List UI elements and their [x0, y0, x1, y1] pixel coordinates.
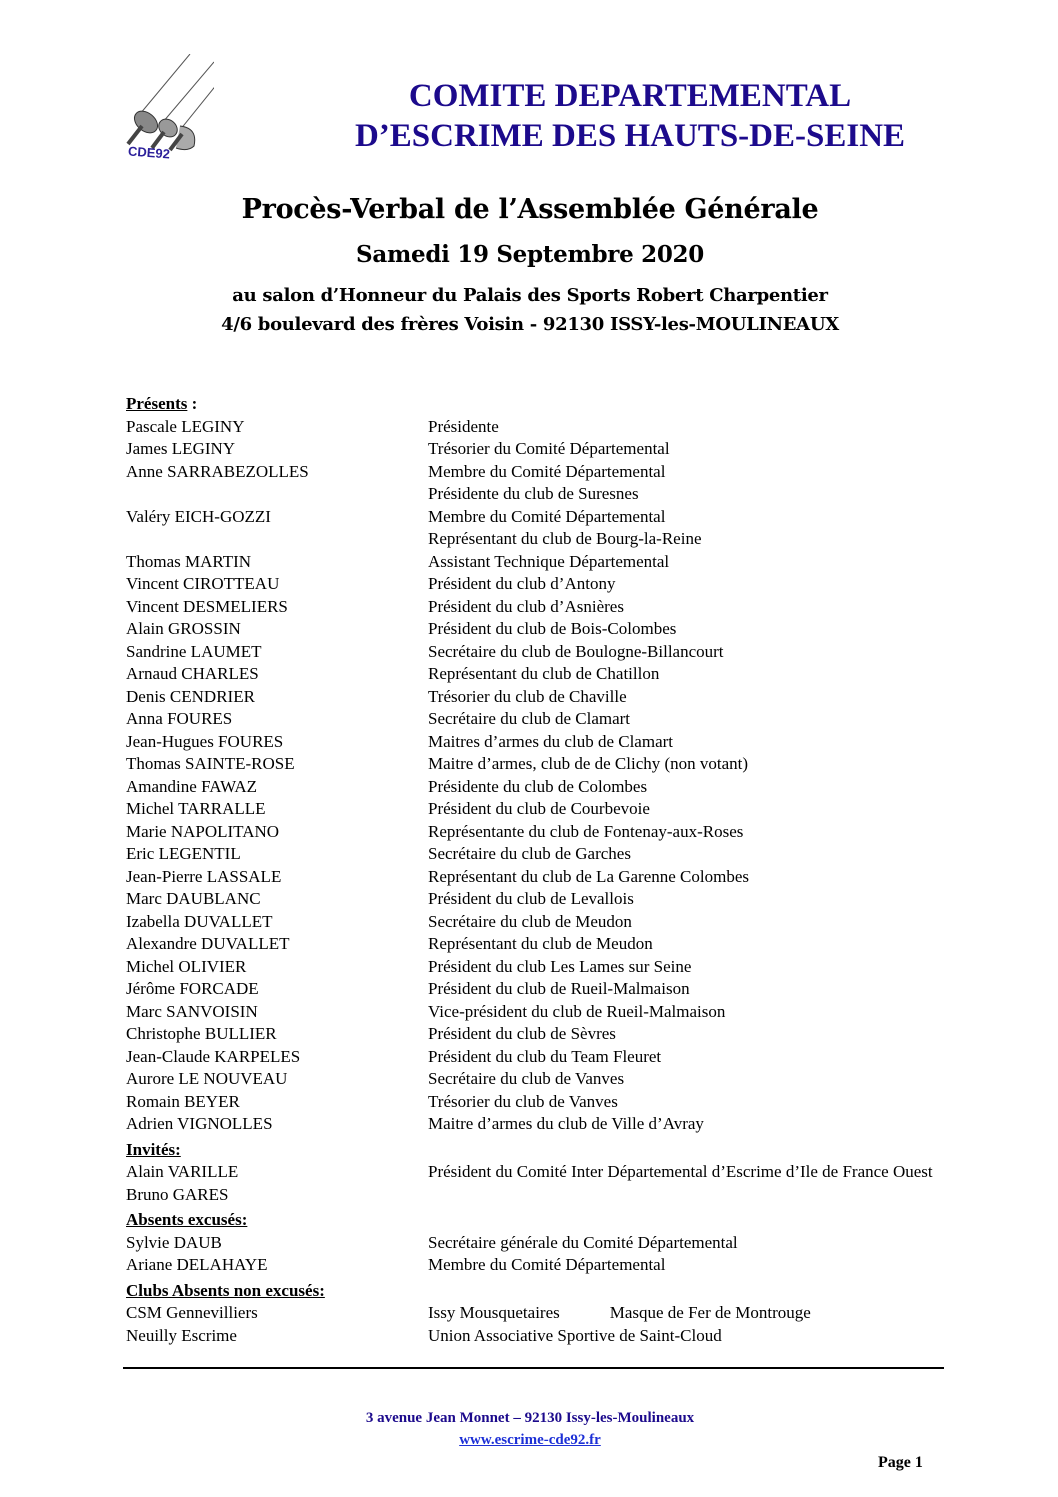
person-name: Marc DAUBLANC	[126, 889, 261, 908]
person-role: Vice-président du club de Rueil-Malmaison	[428, 1001, 726, 1021]
person-name: Thomas MARTIN	[126, 551, 252, 571]
list-row	[126, 978, 1026, 1001]
person-name	[126, 483, 428, 506]
list-row	[126, 641, 1026, 664]
person-role: Président du club de Levallois	[428, 889, 634, 908]
person-role: Président du club d’Asnières	[428, 596, 624, 616]
person-name: Anne SARRABEZOLLES	[126, 461, 309, 481]
list-row	[126, 551, 1026, 574]
person-role: Président du club de Courbevoie	[428, 799, 650, 818]
list-row	[126, 1254, 1026, 1277]
person-name: Adrien VIGNOLLES	[126, 1114, 273, 1133]
page-number: Page 1	[878, 1454, 923, 1471]
person-name: Vincent CIROTTEAU	[126, 574, 280, 593]
person-name: Marie NAPOLITANO	[126, 821, 280, 841]
person-name: James LEGINY	[126, 439, 236, 458]
list-row	[126, 686, 1026, 709]
list-row	[126, 416, 1026, 439]
org-title-line2: D’ESCRIME DES HAUTS-DE-SEINE	[354, 118, 906, 154]
list-row	[126, 933, 1026, 956]
invites-rows	[126, 1161, 1026, 1206]
list-row	[126, 573, 1026, 596]
person-role: Représentant du club de La Garenne Colombes	[428, 866, 750, 886]
person-role: Membre du Comité Départemental	[428, 506, 666, 526]
person-role: Maitres d’armes du club de Clamart	[428, 731, 674, 751]
footer-website	[200, 1432, 860, 1449]
clubs-absents-rows	[126, 1302, 1026, 1347]
list-row	[126, 821, 1026, 844]
person-name: Valéry EICH-GOZZI	[126, 506, 271, 526]
person-role: Trésorier du Comité Départemental	[428, 439, 670, 458]
person-name: Eric LEGENTIL	[126, 844, 241, 863]
person-role: Président du club d’Antony	[428, 574, 616, 593]
person-role: Assistant Technique Départemental	[428, 551, 670, 571]
list-row	[126, 1161, 1026, 1184]
absents-excuses-heading: Absents excusés:	[126, 1210, 248, 1229]
list-row	[126, 1113, 1026, 1136]
list-row	[126, 506, 1026, 529]
person-role: Secrétaire du club de Garches	[428, 844, 631, 863]
list-row	[126, 753, 1026, 776]
person-role: Représentant du club de Bourg-la-Reine	[428, 529, 702, 548]
list-row	[126, 1023, 1026, 1046]
invites-heading: Invités:	[126, 1139, 181, 1159]
person-role: Maitre d’armes du club de Ville d’Avray	[428, 1114, 704, 1133]
person-name: Bruno GARES	[126, 1184, 229, 1204]
logo-text: CDE92	[127, 143, 171, 162]
person-role: Présidente du club de Suresnes	[428, 484, 639, 503]
person-role: Président du club de Sèvres	[428, 1024, 616, 1043]
footer-address: 3 avenue Jean Monnet – 92130 Issy-les-Moulineaux	[365, 1410, 695, 1426]
club-name: Issy Mousquetaires	[428, 1303, 560, 1322]
list-row	[126, 866, 1026, 889]
venue-line1: au salon d’Honneur du Palais des Sports Robert Charpentier	[232, 285, 828, 306]
person-role: Trésorier du club de Vanves	[428, 1091, 618, 1111]
list-row	[126, 843, 1026, 866]
person-name: Arnaud CHARLES	[126, 664, 259, 683]
person-name: Alexandre DUVALLET	[126, 934, 290, 953]
person-name: Sandrine LAUMET	[126, 641, 262, 661]
person-role: Secrétaire du club de Vanves	[428, 1069, 625, 1088]
person-role: Représentant du club de Meudon	[428, 934, 653, 953]
list-row	[126, 438, 1026, 461]
person-name: Alain VARILLE	[126, 1162, 239, 1181]
person-name: Pascale LEGINY	[126, 416, 245, 436]
person-name: Thomas SAINTE-ROSE	[126, 754, 295, 773]
person-role: Président du club de Bois-Colombes	[428, 619, 677, 638]
person-role: Président du Comité Inter Départemental d’Escrime d’Ile de France Ouest	[428, 1162, 933, 1181]
org-title-line1: COMITE DEPARTEMENTAL	[408, 78, 852, 114]
list-row	[126, 1184, 1026, 1207]
list-row	[126, 1001, 1026, 1024]
list-row	[126, 618, 1026, 641]
person-name: Vincent DESMELIERS	[126, 596, 288, 616]
person-name	[126, 528, 428, 551]
person-role: Trésorier du club de Chaville	[428, 686, 627, 706]
attendance-list	[126, 393, 1026, 1347]
club-row	[126, 1302, 1026, 1325]
club-name: Neuilly Escrime	[126, 1325, 237, 1345]
person-name: Anna FOURES	[126, 709, 233, 728]
person-name: Jean-Claude KARPELES	[126, 1046, 301, 1066]
person-name: Jérôme FORCADE	[126, 979, 259, 998]
list-row	[126, 708, 1026, 731]
person-role: Présidente	[428, 416, 499, 436]
person-name: Romain BEYER	[126, 1091, 240, 1111]
presents-rows	[126, 416, 1026, 1136]
person-role: Secrétaire du club de Boulogne-Billancourt	[428, 641, 724, 661]
club-name: Union Associative Sportive de Saint-Cloud	[428, 1325, 722, 1345]
person-role: Président du club Les Lames sur Seine	[428, 956, 692, 976]
person-name: Jean-Hugues FOURES	[126, 731, 284, 751]
person-name: Marc SANVOISIN	[126, 1001, 258, 1021]
list-row	[126, 483, 1026, 506]
person-role: Représentante du club de Fontenay-aux-Roses	[428, 821, 744, 841]
divider-line	[123, 1367, 944, 1369]
person-role: Représentant du club de Chatillon	[428, 664, 660, 683]
person-role: Membre du Comité Départemental	[428, 461, 666, 481]
club-row	[126, 1325, 1026, 1348]
person-name: Alain GROSSIN	[126, 619, 241, 638]
list-row	[126, 1232, 1026, 1255]
person-name: Denis CENDRIER	[126, 686, 255, 706]
person-name: Ariane DELAHAYE	[126, 1255, 268, 1274]
person-name: Christophe BULLIER	[126, 1024, 277, 1043]
club-name: Masque de Fer de Montrouge	[609, 1303, 811, 1322]
list-row	[126, 461, 1026, 484]
person-name: Aurore LE NOUVEAU	[126, 1069, 288, 1088]
document-title: Procès-Verbal de l’Assemblée Générale	[241, 194, 819, 225]
venue-line2: 4/6 boulevard des frères Voisin - 92130 ISSY-les-MOULINEAUX	[221, 314, 839, 335]
list-row	[126, 888, 1026, 911]
person-role: Président du club du Team Fleuret	[428, 1046, 662, 1066]
website-link[interactable]: www.escrime-cde92.fr	[459, 1432, 601, 1448]
person-role: Secrétaire du club de Clamart	[428, 709, 631, 728]
list-row	[126, 1068, 1026, 1091]
list-row	[126, 956, 1026, 979]
person-name: Michel TARRALLE	[126, 799, 266, 818]
list-row	[126, 731, 1026, 754]
list-row	[126, 776, 1026, 799]
person-name: Sylvie DAUB	[126, 1232, 222, 1252]
person-role: Président du club de Rueil-Malmaison	[428, 979, 690, 998]
list-row	[126, 911, 1026, 934]
list-row	[126, 663, 1026, 686]
absents-excuses-rows	[126, 1232, 1026, 1277]
list-row	[126, 1091, 1026, 1114]
list-row	[126, 528, 1026, 551]
person-role: Secrétaire du club de Meudon	[428, 911, 632, 931]
person-name: Michel OLIVIER	[126, 956, 247, 976]
clubs-absents-heading: Clubs Absents non excusés:	[126, 1280, 325, 1300]
presents-heading: Présents :	[126, 394, 198, 413]
person-name: Amandine FAWAZ	[126, 776, 257, 796]
person-role: Présidente du club de Colombes	[428, 776, 648, 796]
meeting-date: Samedi 19 Septembre 2020	[356, 241, 704, 268]
person-name: Izabella DUVALLET	[126, 911, 273, 931]
person-name: Jean-Pierre LASSALE	[126, 866, 282, 886]
person-role: Maitre d’armes, club de de Clichy (non votant)	[428, 754, 749, 773]
list-row	[126, 798, 1026, 821]
club-name: CSM Gennevilliers	[126, 1303, 258, 1322]
list-row	[126, 596, 1026, 619]
person-role: Membre du Comité Départemental	[428, 1255, 666, 1274]
person-role: Secrétaire générale du Comité Départemental	[428, 1232, 738, 1252]
list-row	[126, 1046, 1026, 1069]
